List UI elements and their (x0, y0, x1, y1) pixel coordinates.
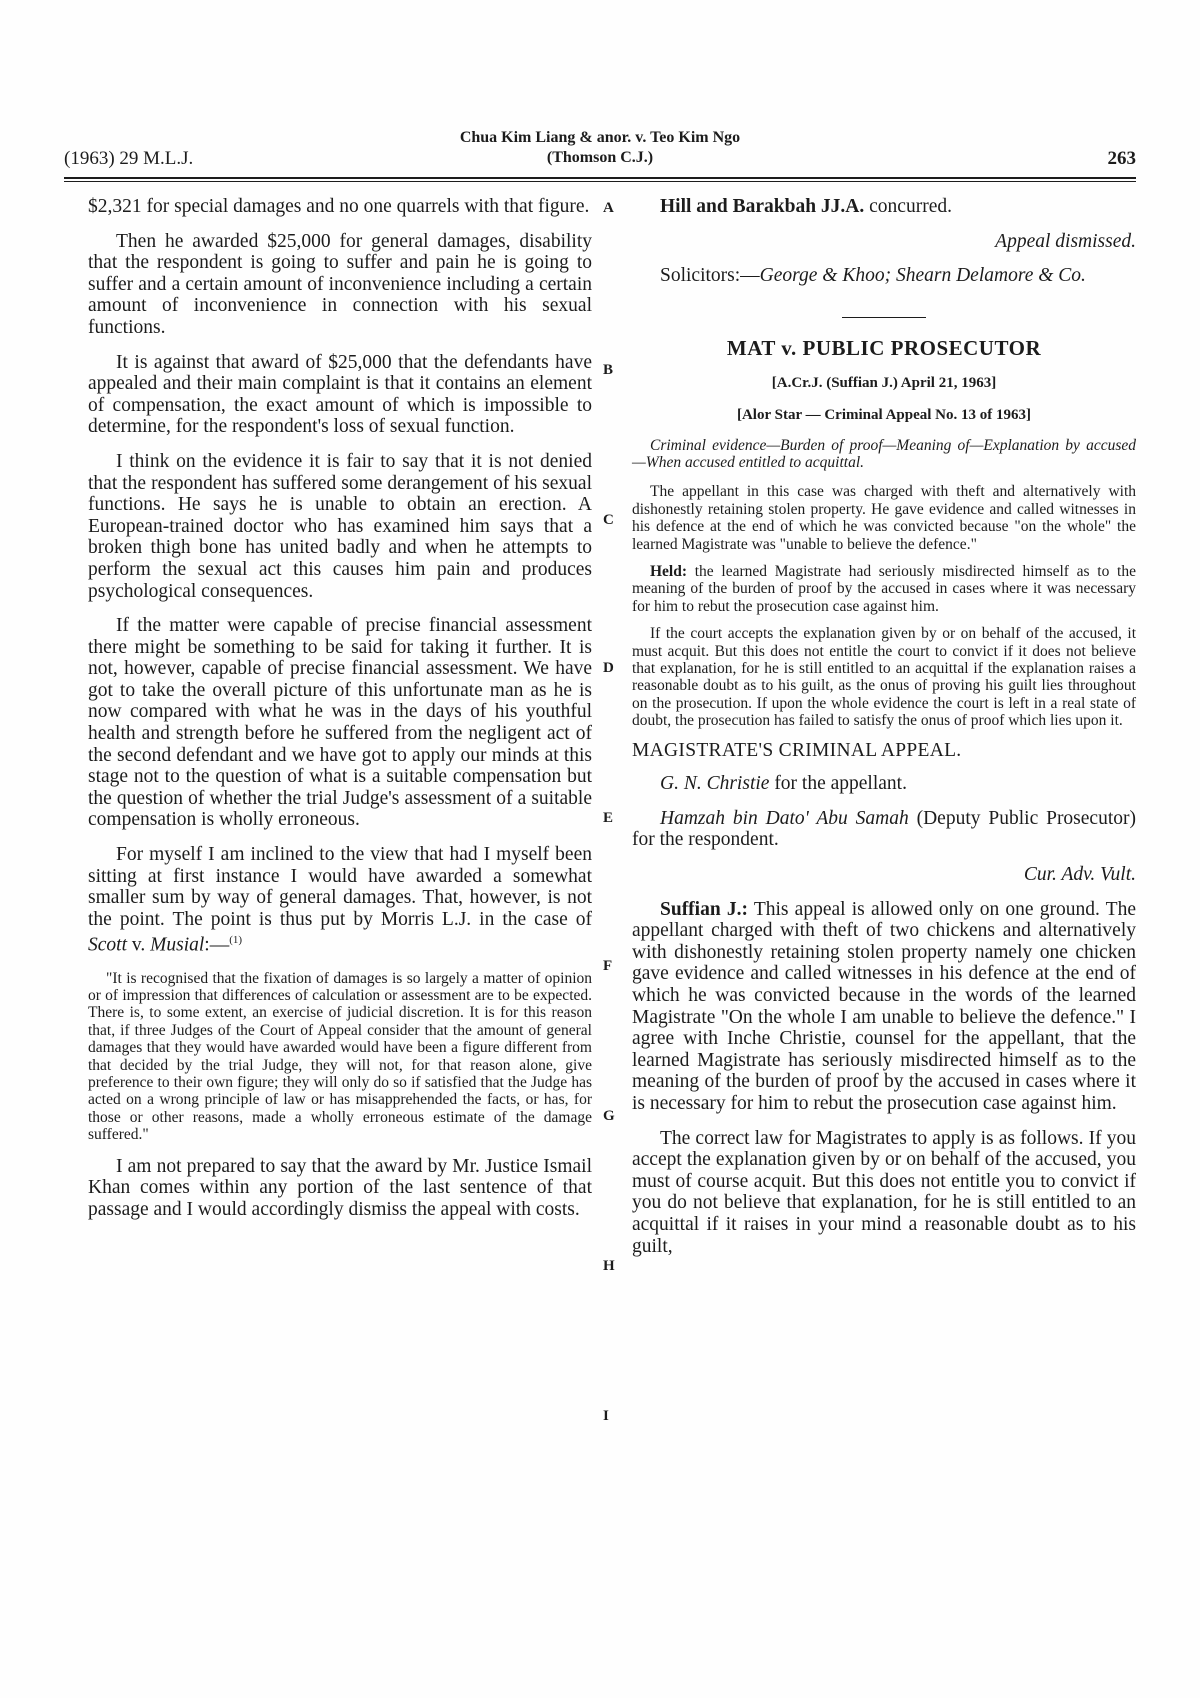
left-column (88, 196, 592, 1233)
counsel-respondent (632, 808, 1136, 851)
page-header (64, 124, 1136, 176)
running-title-judge: (Thomson C.J.) (546, 149, 654, 166)
judge-name: Suffian J.: (660, 898, 748, 920)
paragraph: Then he awarded $25,000 for general damages, disability that the respondent is going to suffer and pain he is going to suffer and a certain amount of inconvenience including a certain amount of inconvenience in connection with his sexual functions. (88, 230, 592, 338)
page-number: 263 (1107, 148, 1136, 169)
margin-letter-f: F (603, 958, 613, 974)
counsel-role: for the appellant. (769, 773, 907, 795)
paragraph-text: :— (204, 934, 230, 956)
paragraph-text: For myself I am inclined to the view that had I myself been sitting at first instance I would have awarded a somewhat smaller sum by way of general damages. That, however, is not the point. The point is thus put by Morris L.J. in the case of (88, 844, 592, 930)
case-name: Scott (88, 934, 127, 956)
judgment-paragraph: The correct law for Magistrates to apply is as follows. If you accept the explanation given by or on behalf of the accused, you must of course acquit. But this does not entitle you to convict if you do not believe that explanation, for he is still entitled to an acquittal if it raises in your mind a reasonable doubt as to his guilt, (632, 1127, 1136, 1257)
margin-letter-c: C (603, 512, 614, 528)
margin-letter-e: E (603, 810, 614, 826)
margin-letter-d: D (603, 660, 614, 676)
catchwords: Criminal evidence—Burden of proof—Meaning of—Explanation by accused—When accused entitled to acquittal. (632, 436, 1136, 471)
result (632, 231, 1136, 253)
running-title-case: Chua Kim Liang & anor. v. Teo Kim Ngo (459, 129, 741, 146)
header-rule-thick (64, 177, 1136, 179)
section-heading: MAGISTRATE'S CRIMINAL APPEAL. (632, 739, 962, 761)
held-label: Held: (650, 563, 688, 580)
solicitors-label: Solicitors:— (660, 265, 760, 287)
counsel-name: Hamzah bin Dato' Abu Samah (660, 807, 909, 829)
held-text: the learned Magistrate had seriously misdirected himself as to the meaning of the burden of proof by the accused in cases where it was necessary for him to rebut the prosecution case against him. (632, 563, 1136, 615)
appeal-dismissed: Appeal dismissed. (995, 230, 1136, 252)
solicitors-names: George & Khoo; Shearn Delamore & Co. (759, 265, 1086, 287)
cur-adv-vult-text: Cur. Adv. Vult. (1023, 864, 1136, 886)
headnote: If the court accepts the explanation given by or on behalf of the accused, it must acquit. But this does not entitle the court to convict if it does not believe that explanation, for he is still entitled to an acquittal if the explanation raises a reasonable doubt as to his guilt, as the onus of proving his guilt lies throughout on the prosecution. If upon the whole evidence the court is left in a real state of doubt, the prosecution has failed to satisfy the onus of proof which lies upon it. (632, 625, 1136, 730)
case-divider (842, 317, 926, 318)
judgment-paragraph (632, 899, 1136, 1115)
journal-citation: (1963) 29 M.L.J. (64, 148, 194, 169)
paragraph (88, 844, 592, 956)
headnote-held (632, 563, 1136, 615)
appeal-line: [Alor Star — Criminal Appeal No. 13 of 1963] (736, 406, 1032, 423)
cur-adv-vult (632, 864, 1136, 886)
solicitors (632, 265, 1136, 287)
paragraph: I think on the evidence it is fair to say that it is not denied that the respondent has suffered some derangement of his sexual functions. He says he is unable to obtain an erection. A European-trained doctor who has examined him says that a broken thigh bone has united badly and when he attempts to perform the sexual act this causes him pain and produces psychological consequences. (88, 450, 592, 602)
paragraph: $2,321 for special damages and no one quarrels with that figure. (88, 196, 590, 217)
versus: v. (127, 934, 151, 956)
court-line: [A.Cr.J. (Suffian J.) April 21, 1963] (771, 375, 997, 392)
paragraph: If the matter were capable of precise financial assessment there might be something to be said for taking it further. It is not, however, capable of precise financial assessment. We have got to take the overall picture of this unfortunate man as he is now compared with what he was in the days of his youthful health and strength before he suffered from the negligent act of the second defendant and we have got to apply our minds at this stage not to the question of what is a suitable compensation but the question of whether the trial Judge's assessment of a suitable compensation is wholly erroneous. (88, 615, 592, 831)
header-rule-thin (64, 181, 1136, 182)
paragraph: I am not prepared to say that the award by Mr. Justice Ismail Khan comes within any portion of the last sentence of that passage and I would accordingly dismiss the appeal with costs. (88, 1155, 592, 1220)
counsel-name: G. N. Christie (660, 773, 770, 795)
headnote: The appellant in this case was charged with theft and alternatively with dishonestly retaining stolen property. He gave evidence and called witnesses in his defence at the end of which he was convicted because "on the whole" the learned Magistrate was "unable to believe the defence." (632, 483, 1136, 553)
margin-letter-h: H (603, 1258, 615, 1274)
block-quote: "It is recognised that the fixation of damages is so largely a matter of opinion or of impression that differences of calculation or assessment are to be expected. There is, to some extent, an exercise of judicial discretion. It is for this reason that, if three Judges of the Court of Appeal consider that the amount of general damages that they would have awarded would have been a figure different from that decided by the trial Judge, they will not, for that reason alone, give preference to their own figure; they will only do so if satisfied that the Judge has acted on a wrong principle of law or has misapprehended the facts, or has, for those or other reasons, made a wholly erroneous estimate of the damage suffered." (88, 969, 592, 1144)
case-title: MAT v. PUBLIC PROSECUTOR (726, 335, 1042, 360)
judgment-text: This appeal is allowed only on one ground. The appellant charged with theft of two chickens and alternatively with dishonestly retaining stolen property namely one chicken gave evidence and called witnesses in his defence at the end of which he was convicted because in the words of the learned Magistrate "On the whole I am unable to believe the defence." I agree with Inche Christie, counsel for the appellant, that the learned Magistrate has seriously misdirected himself as to the meaning of the burden of proof by the accused in cases where it is necessary for him to rebut the prosecution case against him. (632, 898, 1136, 1114)
judges-names: Hill and Barakbah JJ.A. (660, 196, 865, 217)
counsel-role: (Deputy Public Prosecutor) for the respondent. (632, 807, 1136, 851)
footnote-ref: (1) (229, 934, 243, 947)
margin-letter-b: B (603, 362, 614, 378)
margin-letter-a: A (603, 200, 614, 216)
running-title (64, 128, 1136, 168)
margin-letter-i: I (603, 1408, 609, 1424)
right-column (632, 196, 1136, 1270)
margin-letter-g: G (603, 1108, 615, 1124)
counsel-appellant (632, 773, 1136, 795)
paragraph: It is against that award of $25,000 that the defendants have appealed and their main complaint is that it contains an element of compensation, the exact amount of which is impossible to determine, for the respondent's loss of sexual function. (88, 351, 592, 438)
concurrence-text: concurred. (864, 196, 952, 217)
case-name: Musial (150, 934, 205, 956)
concurrence (632, 196, 1136, 218)
